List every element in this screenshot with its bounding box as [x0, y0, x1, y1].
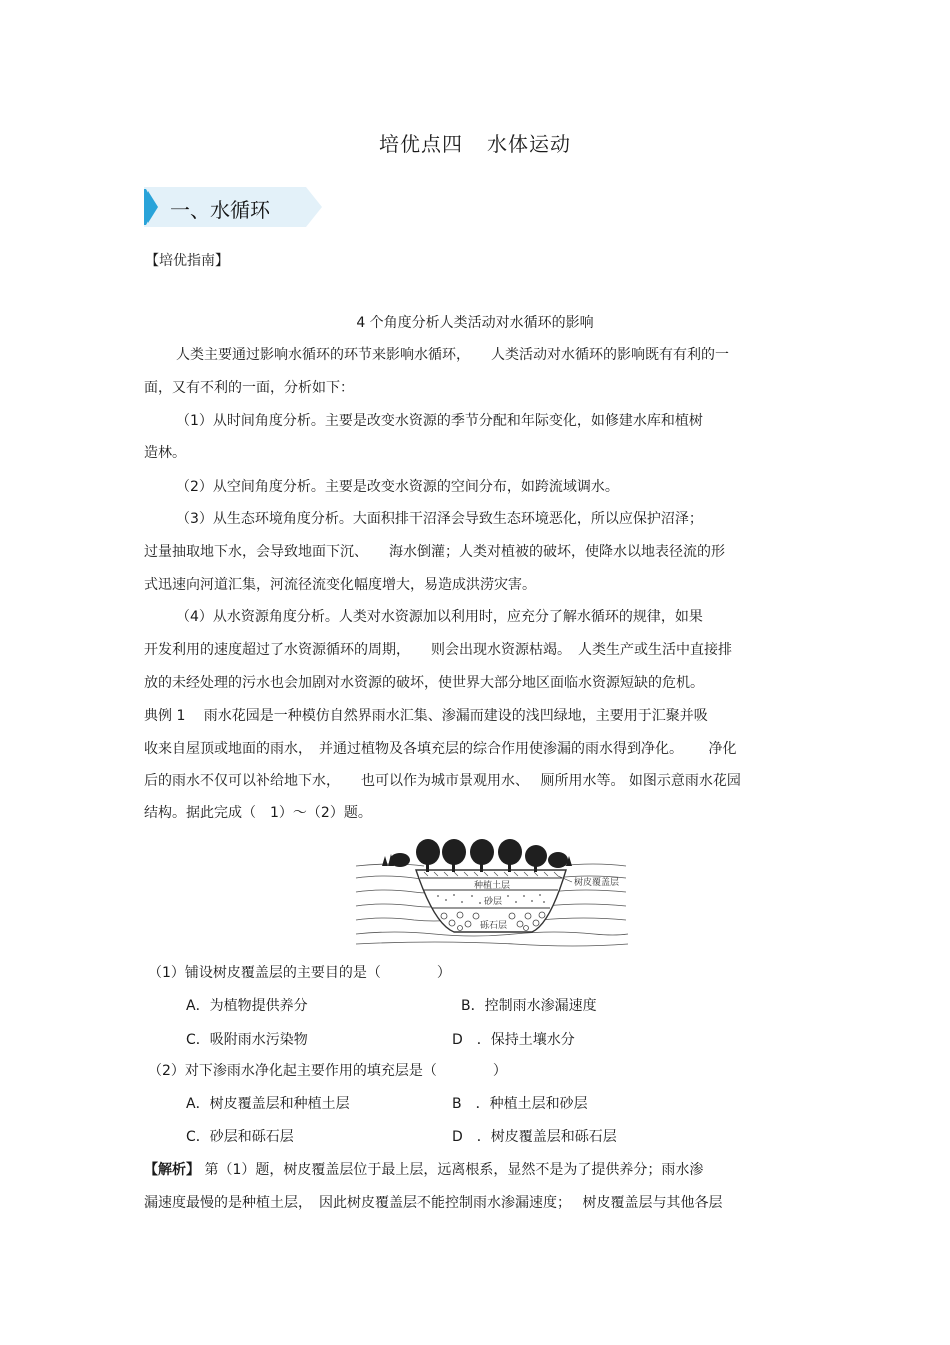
rain-garden-diagram — [354, 836, 630, 948]
q2-stem: （2）对下渗雨水净化起主要作用的填充层是（ ） — [148, 1063, 507, 1079]
q1-option-b: B．控制雨水渗漏速度 — [461, 998, 597, 1014]
paragraph-line: 面，又有不利的一面，分析如下： — [144, 380, 354, 396]
plants — [382, 839, 572, 872]
paragraph-line: 过量抽取地下水，会导致地面下沉、 海水倒灌；人类对植被的破坏，使降水以地表径流的形 — [144, 544, 725, 560]
example-line: 后的雨水不仅可以补给地下水， 也可以作为城市景观用水、 厕所用水等。 如图示意雨水花园 — [144, 773, 741, 789]
label-gravel: 砾石层 — [480, 921, 508, 931]
subheading: 4 个角度分析人类活动对水循环的影响 — [356, 315, 594, 331]
label-sand: 砂层 — [484, 897, 503, 907]
q1-option-c: C．吸附雨水污染物 — [186, 1032, 308, 1048]
example-line: 典例 1 雨水花园是一种模仿自然界雨水汇集、渗漏而建设的浅凹绿地，主要用于汇聚并吸 — [144, 708, 708, 724]
paragraph-line: （4）从水资源角度分析。人类对水资源加以利用时，应充分了解水循环的规律，如果 — [176, 609, 703, 625]
analysis-text: 第（1）题，树皮覆盖层位于最上层，远离根系，显然不是为了提供养分；雨水渗 — [200, 1162, 704, 1178]
q2-option-c: C．砂层和砾石层 — [186, 1129, 294, 1145]
paragraph-line: （3）从生态环境角度分析。大面积排干沼泽会导致生态环境恶化，所以应保护沼泽； — [176, 511, 703, 527]
example-line: 收来自屋顶或地面的雨水， 并通过植物及各填充层的综合作用使渗漏的雨水得到净化。 净化 — [144, 741, 737, 757]
paragraph-line: 开发利用的速度超过了水资源循环的周期， 则会出现水资源枯竭。 人类生产或生活中直接排 — [144, 642, 732, 658]
q1-option-a: A．为植物提供养分 — [186, 998, 308, 1014]
label-bark: 树皮覆盖层 — [574, 878, 620, 888]
label-soil: 种植土层 — [474, 881, 511, 891]
q2-option-d: D ．树皮覆盖层和砾石层 — [452, 1129, 617, 1145]
example-line: 结构。据此完成（ 1）～（2）题。 — [144, 805, 372, 821]
q2-option-a: A．树皮覆盖层和种植土层 — [186, 1096, 350, 1112]
analysis-line: 漏速度最慢的是种植土层， 因此树皮覆盖层不能控制雨水渗漏速度； 树皮覆盖层与其他各层 — [144, 1195, 723, 1211]
paragraph-line: 式迅速向河道汇集，河流径流变化幅度增大，易造成洪涝灾害。 — [144, 577, 536, 593]
q1-stem: （1）铺设树皮覆盖层的主要目的是（ ） — [148, 965, 451, 981]
section-heading: 一、水循环 — [170, 198, 270, 222]
paragraph-line: （2）从空间角度分析。主要是改变水资源的空间分布，如跨流域调水。 — [176, 479, 619, 495]
paragraph-line: （1）从时间角度分析。主要是改变水资源的季节分配和年际变化，如修建水库和植树 — [176, 413, 703, 429]
paragraph-line: 人类主要通过影响水循环的环节来影响水循环， 人类活动对水循环的影响既有有利的一 — [176, 347, 729, 363]
title-left: 培优点四 — [379, 132, 463, 156]
analysis-label: 【解析】 — [144, 1162, 200, 1178]
q2-option-b: B ．种植土层和砂层 — [452, 1096, 588, 1112]
paragraph-line: 造林。 — [144, 445, 186, 461]
q1-option-d: D ．保持土壤水分 — [452, 1032, 575, 1048]
paragraph-line: 放的未经处理的污水也会加剧对水资源的破坏，使世界大部分地区面临水资源短缺的危机。 — [144, 675, 704, 691]
analysis-line — [144, 1160, 703, 1180]
title-right: 水体运动 — [487, 132, 571, 156]
guide-label: 【培优指南】 — [145, 253, 229, 269]
page-title — [0, 128, 950, 157]
